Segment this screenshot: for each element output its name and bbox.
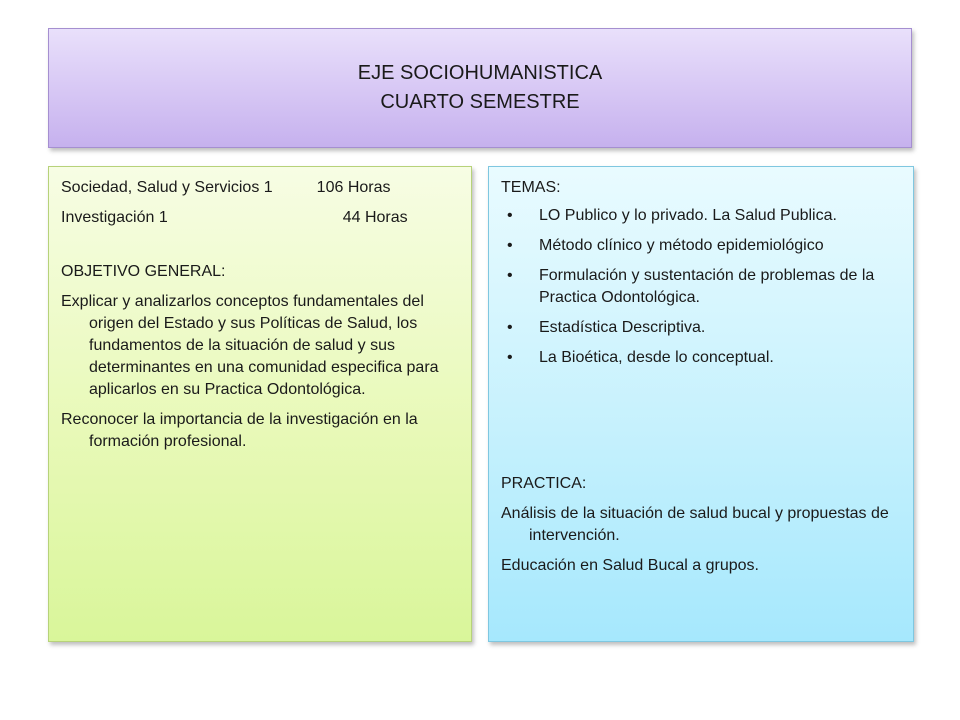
topic-text: LO Publico y lo privado. La Salud Publica. — [539, 207, 837, 224]
list-item — [501, 317, 901, 339]
list-item — [501, 205, 901, 227]
objective-paragraph: Reconocer la importancia de la investigación en la formación profesional. — [61, 411, 418, 450]
course-hours: 106 Horas — [316, 179, 391, 196]
objective-heading: OBJETIVO GENERAL: — [61, 263, 226, 280]
topic-text: Método clínico y método epidemiológico — [539, 237, 824, 254]
practice-item: Análisis de la situación de salud bucal y propuestas de intervención. — [501, 505, 889, 544]
list-item — [501, 265, 901, 309]
bullet-icon: • — [507, 319, 513, 336]
left-panel — [48, 166, 472, 642]
course-row — [61, 177, 459, 199]
title-line-1: EJE SOCIOHUMANISTICA — [357, 62, 603, 84]
list-item — [501, 347, 901, 369]
topic-text: Estadística Descriptiva. — [539, 319, 706, 336]
topics-heading: TEMAS: — [501, 179, 561, 196]
course-name: Sociedad, Salud y Servicios 1 — [61, 179, 273, 196]
list-item — [501, 235, 901, 257]
practice-item: Educación en Salud Bucal a grupos. — [501, 557, 759, 574]
title-line-2: CUARTO SEMESTRE — [380, 91, 580, 113]
bullet-icon: • — [507, 237, 513, 254]
course-name: Investigación 1 — [61, 209, 168, 226]
bullet-icon: • — [507, 267, 513, 284]
bullet-icon: • — [507, 349, 513, 366]
bullet-icon: • — [507, 207, 513, 224]
topics-list — [501, 205, 901, 369]
course-row — [61, 207, 459, 229]
practice-heading: PRACTICA: — [501, 475, 587, 492]
course-hours: 44 Horas — [342, 209, 408, 226]
topic-text: La Bioética, desde lo conceptual. — [539, 349, 774, 366]
topic-text: Formulación y sustentación de problemas de la Practica Odontológica. — [539, 267, 875, 306]
right-panel — [488, 166, 914, 642]
objective-paragraph: Explicar y analizarlos conceptos fundamentales del origen del Estado y sus Políticas de Salud, los fundamentos de la situación de salud y sus determinantes en una comunidad especifica para aplicarlos en su Practica Odontológica. — [61, 293, 439, 398]
title-box — [48, 28, 912, 148]
